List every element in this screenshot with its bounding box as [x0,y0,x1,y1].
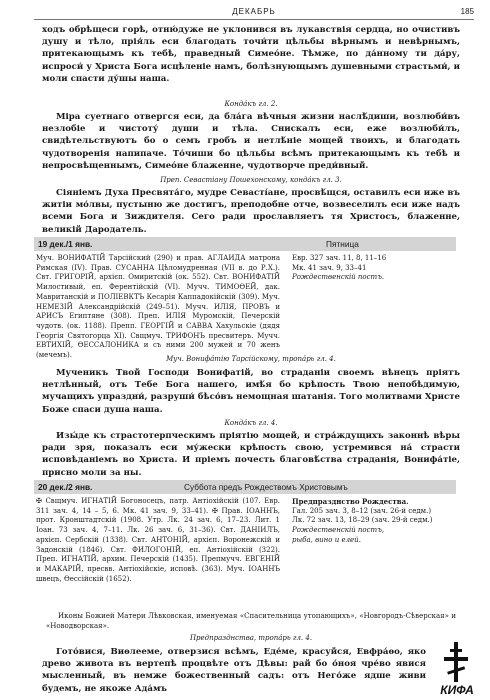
day-19-troparion: Мученикъ Твой Господи Вонифатій, во страданіи своемъ вѣнецъ пріятъ нетлѣнный, отъ Тебе Бога нашего, имѣ́я бо крѣпость Твою непобѣдимую, мучащихъ упраздни́, разруши́ бѣсо́въ немощная шатанія. Того молитвами Христе Боже спаси душа наша. [42,368,460,415]
publisher-logo [432,640,482,698]
kontakion-simeon: Міра суетнаго отвергся еси, да бла́га вѣчныя жизни наслѣ́диши, возлюби́въ незлобіе и чистоту́ души и тѣла. Снискалъ еси, еже возлюби́лъ, свидѣтельствуютъ бо о семъ гробъ и нетлѣ́ніе мощей твоихъ, и благодать чудотворенія напипаче. То́чиши бо цѣльбы всѣмъ притекающымъ къ тебѣ и непросвѣщеннымъ, Симеóне блаженне, чудотворче преди́вный. [42,112,460,171]
day-20-date: 20 дек./2 янв. [38,482,93,492]
day-19-kontakion-caption: Конда́къ гл. 4. [224,419,278,427]
top-paragraph: ходъ обрѣщеси горѣ, отню́дуже не уклонився въ лукавствія сердца, но очистивъ душу и тѣло, прія́ль еси благодать точи́ти цѣльбы вѣрнымъ и невѣрнымъ, притекающымъ къ тебѣ, праведный Симеóне. Тѣмже, по да́нному ти да́ру, испроси́ у Христа Бога исцѣленіе намъ, болѣзнующымъ душевными страстьми́, и моли спасти ду́шы наша. [42,25,460,84]
day-19-header [34,237,456,251]
day-20-reading-1: Гал. 205 зач. 3, 8–12 (зач. 26-й седм.) [292,506,432,515]
day-19-date: 19 дек./1 янв. [38,239,93,249]
day-20-fast: Рождественскій постъ, [292,526,385,535]
day-19-kontakion: Изы́де къ страстотерпческимъ пріятію мощей, и стра́ждущихъ законнѣ вѣры ради зря, показалъ еси му́жески крѣпость свою, устремився на́ страсти исповѣданіемъ во Христа. И пріемъ почесть благовѣ́ства страданія, Вонифа́тіе, присно моли за ны. [42,431,460,478]
day-20-fast-2: рыба, вино и елей. [292,535,361,544]
day-19-troparion-caption: Муч. Вонифа́тію Тарсійскому, тропа́рь гл. 4. [166,355,336,363]
month-title: ДЕКАБРЬ [232,7,276,16]
day-20-saints: ✠ Свщмуч. ИГНАТІЙ Богоносецъ, патр. Антіохійскій (107. Евр. 311 зач. 4, 14 – 5, 6. Мк. 41 зач. 9, 33–41). ✠ Прав. ІОАННЪ, прот. Кронштадтскій (1908. Утр. Лк. 24 зач. 6, 17–23. Лит. 1 Іоан. 73 зач. 4, 7–11. Лк. 26 зач. 6, 31–36). Свт. ДАНІИЛЪ, архієп. Сербскій (1338). Свт. АНТОНІЙ, архієп. Воронежскій и Задонскій (1846). Свт. ФИЛОГОНІЙ, еп. Антіохійскій (322). Преп. ИГНАТІЙ, архим. Печерскій (1435). Препмучч. ЕВГЕНІЙ и МАКАРІЙ, пресвв. Антіохійскіе, исповѣ. (363). Муч. ІОАННЪ швецъ, Ѳессійскій (1652). [36,497,280,583]
kontakion-sevastian: Сіяніемъ Духа Пресвята́го, мудре Севасті́ане, просвѣ́щся, оставилъ еси иже въ житіи мо́лвы, пустыню же достигъ, преподобне отче, возвеселилъ еси иже надъ всеми Бога и Зиждителя. Сего ради прославляетъ тя Христосъ, блаженне, великій Дародатель. [42,188,460,235]
day-19-readings [292,254,456,283]
day-20-readings-title: Предпразднство Рождества. [292,497,409,506]
top-caption: Конда́къ гл. 2. [224,100,278,108]
day-20-troparion-caption: Предпразднства, тропа́рь гл. 4. [189,634,313,642]
orthodox-cross-icon [444,642,468,682]
day-19-weekday: Пятница [326,239,359,249]
day-20-readings [292,497,456,546]
day-19-saints: Муч. ВОНИФАТІЙ Тарсійский (290) и прав. АГЛАИДА матрона Римская (IV). Прав. СУСАННА Цѣломудренная (VII в. до Р.Х.). Свт. ГРИГОРІЙ, архієп. Омиритскій (ок. 552). Свт. ВОНИФАТІЙ Милостивый, еп. Ферентійскій (VI). Мучч. ТИМОѲЕЙ, дак. Мавританскій и ПОЛІЕВКТЪ Кесарія Каппадокійскій (309). Муч. НЕМЕЗІЙ Александрійскій (249–51). Мучч. ИЛІЯ, ПРОВЪ и АРИСЪ Египтяне (308). Преп. ИЛІЯ Муромскій, Печерскій чудотв. (ок. 1188). Препп. ГЕОРГІЙ и САВВА Хахульскіе (дядя Георгія Святогорца XI). Свщмуч. ТРИФОНЪ пресвитеръ. Мучч. ЕВТИХІЙ, ѲЕССАЛОНИКА и съ ними 200 мужей и 70 женъ (мечемъ). [36,254,280,360]
day-20-icons: Иконы Божией Матери Лѣвковская, именуемая «Спасительница утопающихъ», «Новгородъ-Сѣверская» и «Новодворская». [46,612,456,630]
day-20-weekday: Суббота предъ Рождествомъ Христовымъ [184,482,348,492]
page-header [34,5,474,20]
day-19-reading-1: Евр. 327 зач. 11, 8, 11–16 [292,254,387,262]
page-number: 185 [460,7,474,16]
day-19-fast: Рождественскій постъ. [292,273,385,282]
day-20-troparion: Гото́вися, Виѳлееме, отверзися всѣмъ, Еде́ме, красуйся, Евфра́ѳо, яко древо живота въ вертепѣ процвѣте отъ Дѣвы: рай бо о́ноя чре́во явися мысленный, въ немже божественный садъ: отъ Него́же ядше живи будемъ, не якоже Ада́мъ [42,647,426,694]
caption-sevastian: Преп. Севастіану Пошехонскому, конда́къ гл. 3. [160,176,342,184]
day-20-header [34,480,456,494]
day-19-reading-2: Мк. 41 зач. 9, 33–41 [292,263,367,272]
logo-text: КИФА [440,683,474,697]
day-20-reading-2: Лк. 72 зач. 13, 18–29 (зач. 29-й седм.) [292,516,433,525]
